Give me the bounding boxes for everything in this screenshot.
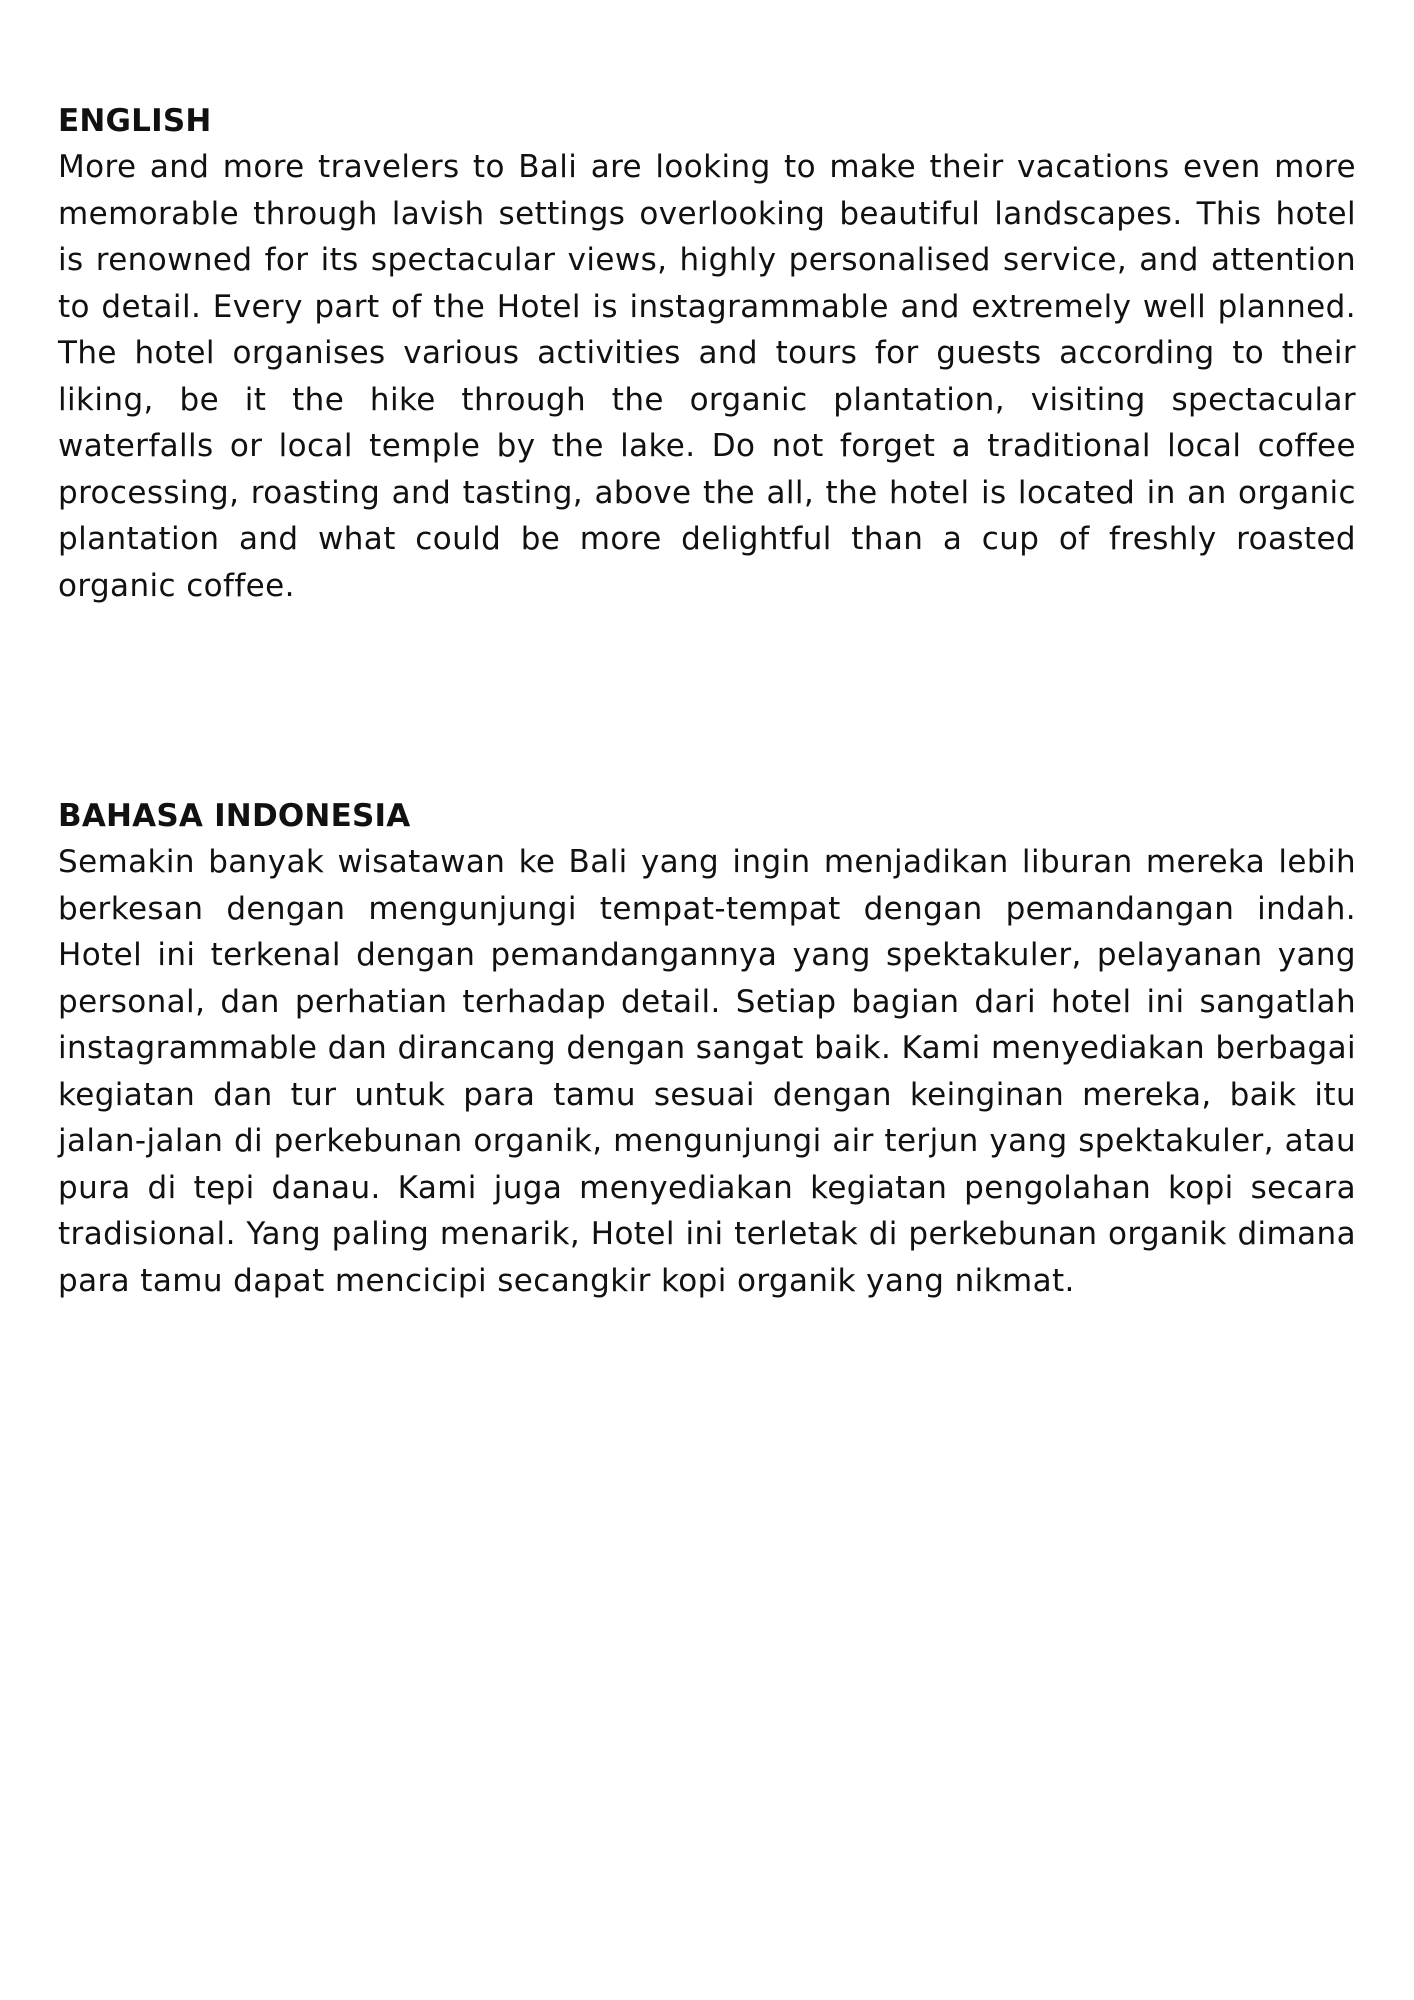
english-heading: ENGLISH bbox=[58, 103, 212, 139]
english-section bbox=[58, 98, 1356, 609]
indonesian-heading: BAHASA INDONESIA bbox=[58, 798, 411, 834]
english-body-text: More and more travelers to Bali are looking to make their vacations even more memorable through lavish settings overlooking beautiful landscapes. This hotel is renowned for its spectacular views, highly personalised service, and attention to detail. Every part of the Hotel is instagrammable and extremely well planned. The hotel organises various activities and tours for guests according to their liking, be it the hike through the organic plantation, visiting spectacular waterfalls or local temple by the lake. Do not forget a traditional local coffee processing, roasting and tasting, above the all, the hotel is located in an organic plantation and what could be more delightful than a cup of freshly roasted organic coffee. bbox=[58, 149, 1356, 604]
indonesian-section bbox=[58, 793, 1356, 1304]
indonesian-body-text: Semakin banyak wisatawan ke Bali yang ingin menjadikan liburan mereka lebih berkesan dengan mengunjungi tempat-tempat dengan pemandangan indah. Hotel ini terkenal dengan pemandangannya yang spektakuler, pelayanan yang personal, dan perhatian terhadap detail. Setiap bagian dari hotel ini sangatlah instagrammable dan dirancang dengan sangat baik. Kami menyediakan berbagai kegiatan dan tur untuk para tamu sesuai dengan keinginan mereka, baik itu jalan-jalan di perkebunan organik, mengunjungi air terjun yang spektakuler, atau pura di tepi danau. Kami juga menyediakan kegiatan pengolahan kopi secara tradisional. Yang paling menarik, Hotel ini terletak di perkebunan organik dimana para tamu dapat mencicipi secangkir kopi organik yang nikmat. bbox=[58, 844, 1356, 1299]
